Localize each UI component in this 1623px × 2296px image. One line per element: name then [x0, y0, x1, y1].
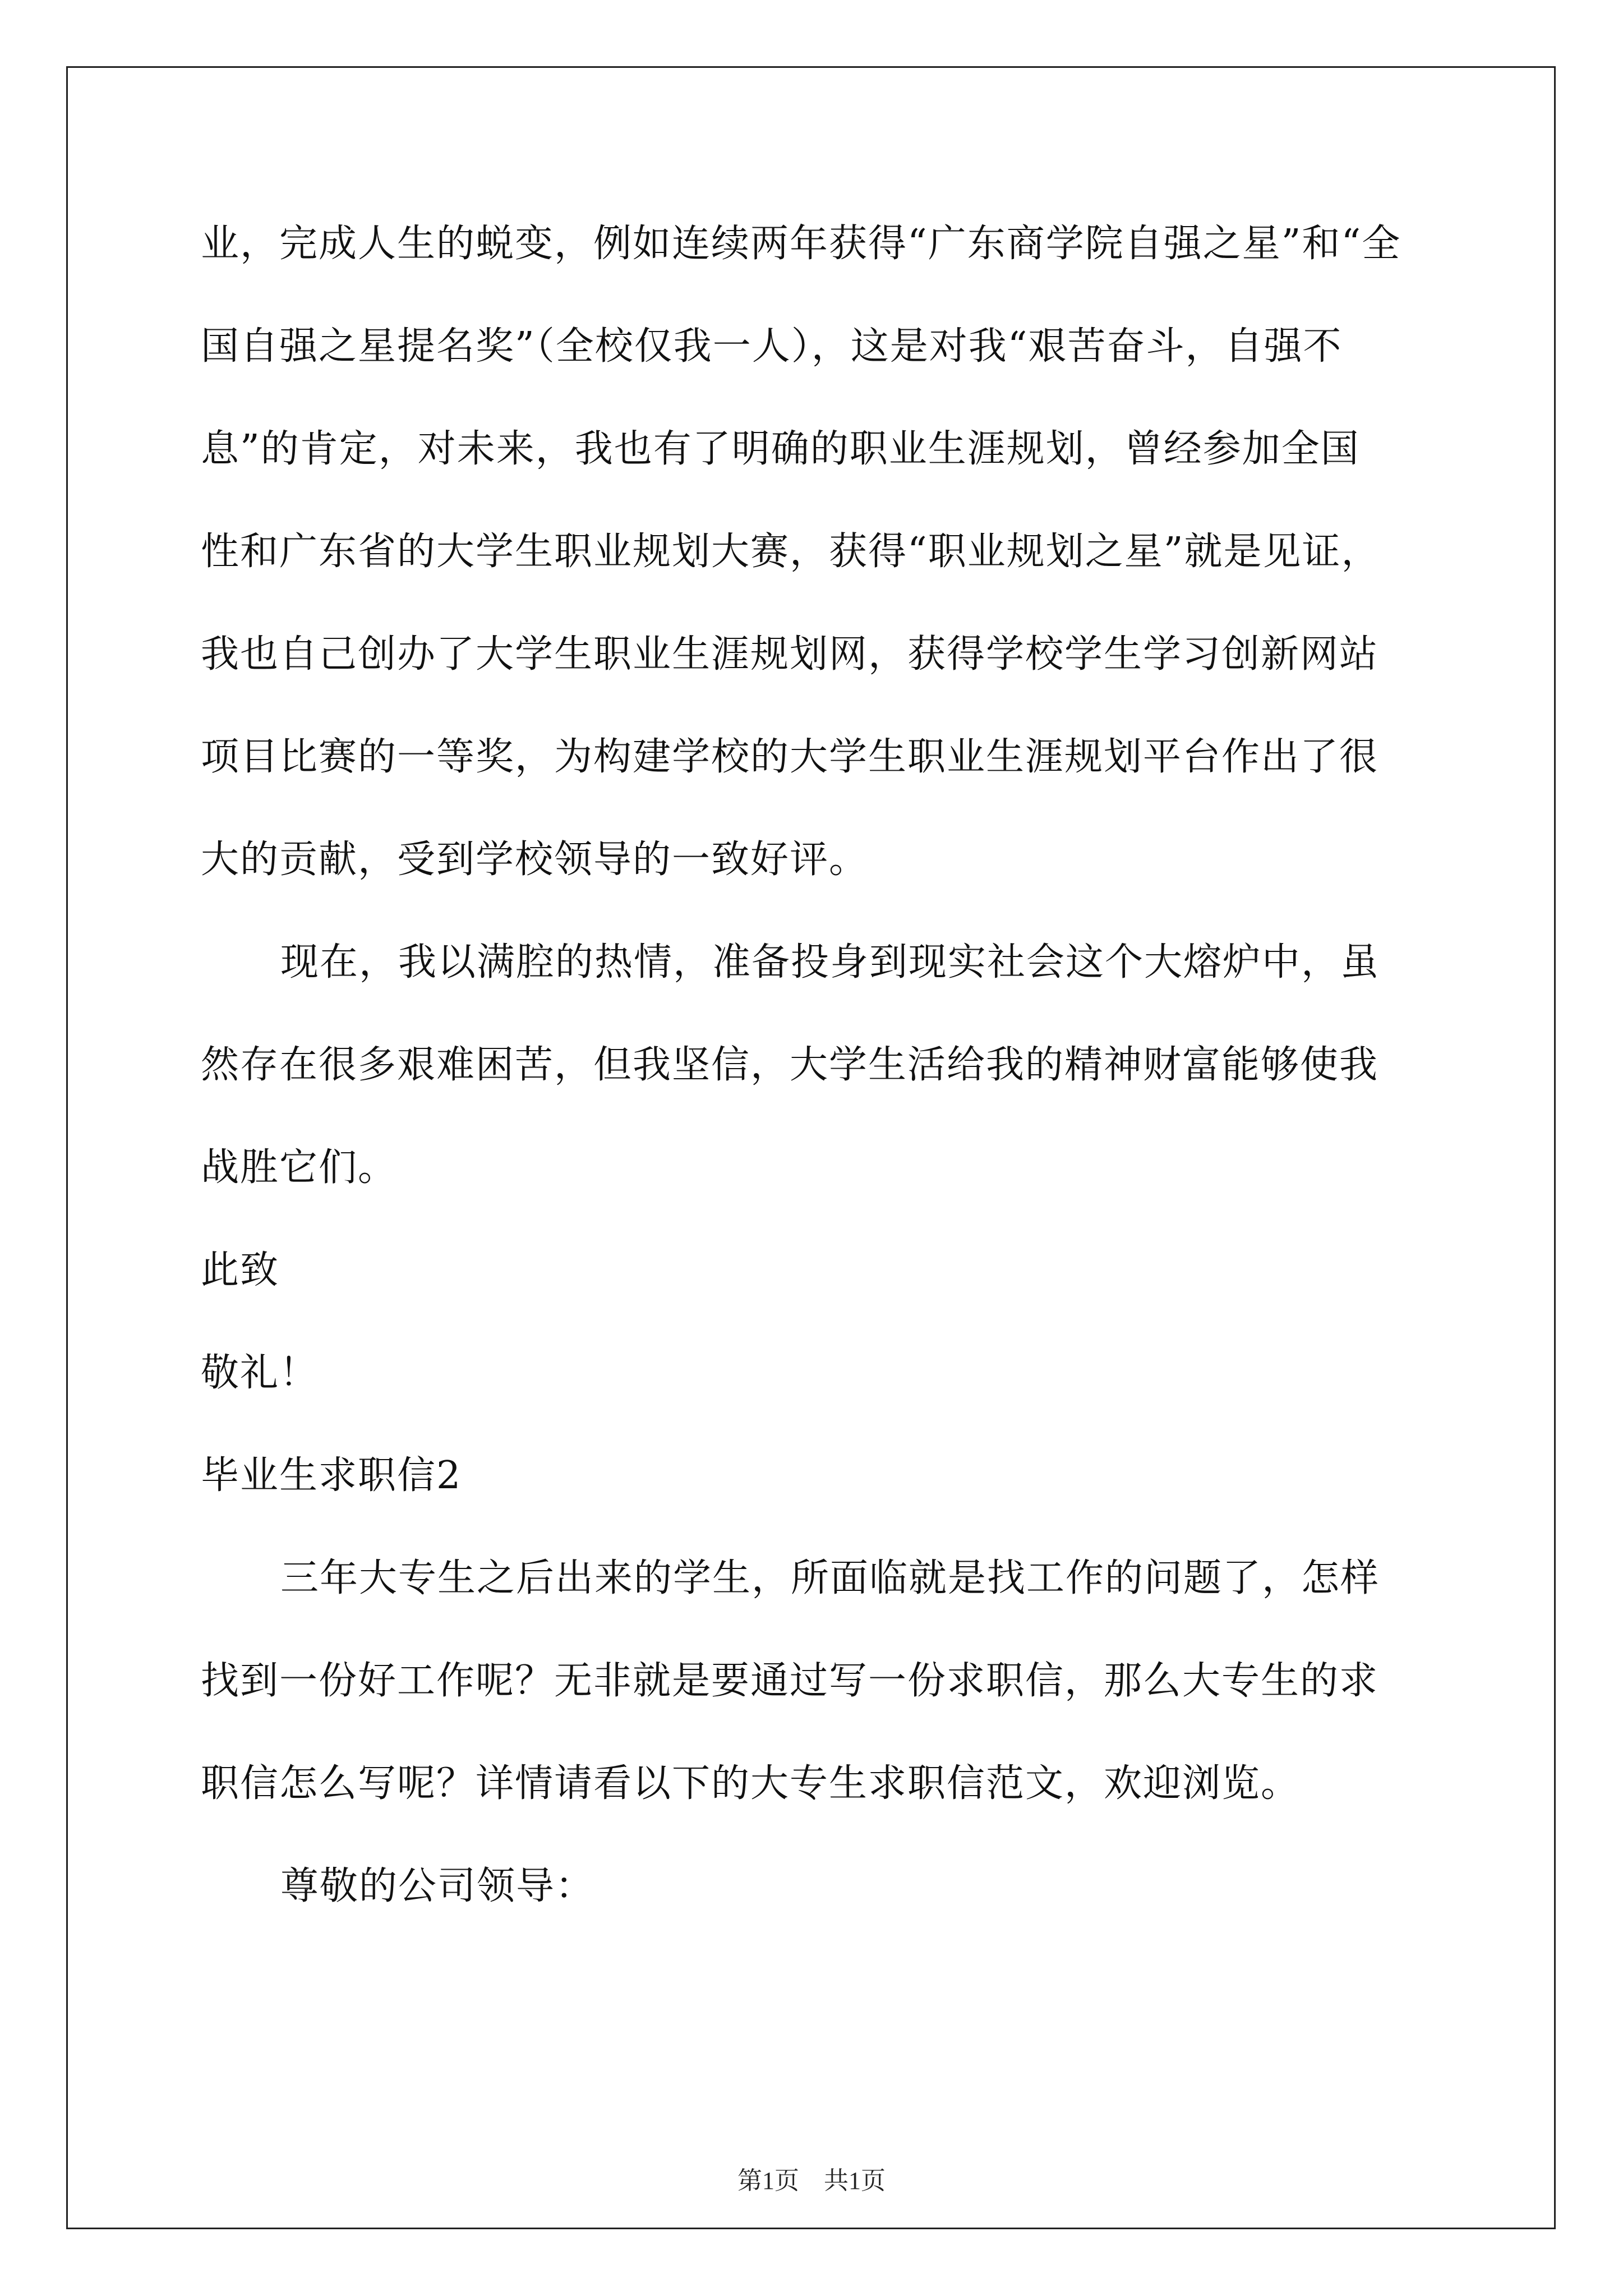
- text-line: 我也自己创办了大学生职业生涯规划网，获得学校学生学习创新网站: [201, 632, 1379, 677]
- text-line: 性和广东省的大学生职业规划大赛，获得“职业规划之星”就是见证，: [201, 530, 1381, 574]
- closing-regards: 敬礼！: [201, 1351, 319, 1395]
- text-line: 大的贡献，受到学校领导的一致好评。: [201, 838, 869, 882]
- paragraph-start: 三年大专生之后出来的学生，所面临就是找工作的问题了，怎样: [280, 1556, 1380, 1600]
- section-heading: 毕业生求职信2: [201, 1453, 462, 1498]
- paragraph-start: 现在，我以满腔的热情，准备投身到现实社会这个大熔炉中，虽: [280, 940, 1380, 984]
- text-line: 项目比赛的一等奖，为构建学校的大学生职业生涯规划平台作出了很: [201, 735, 1379, 779]
- page-number: 第1页: [737, 2167, 799, 2194]
- text-line: 业，完成人生的蜕变，例如连续两年获得“广东商学院自强之星”和“全: [201, 222, 1401, 266]
- document-body: [201, 219, 1435, 1964]
- text-line: 然存在很多艰难困苦，但我坚信，大学生活给我的精神财富能够使我: [201, 1043, 1379, 1087]
- text-line: 找到一份好工作呢？无非就是要通过写一份求职信，那么大专生的求: [201, 1659, 1379, 1703]
- page-footer: [0, 2166, 1623, 2196]
- text-line: 战胜它们。: [201, 1145, 398, 1190]
- closing-salutation: 此致: [201, 1248, 280, 1292]
- text-line: 职信怎么写呢？详情请看以下的大专生求职信范文，欢迎浏览。: [201, 1761, 1301, 1806]
- page-total: 共1页: [824, 2167, 886, 2194]
- text-line: 息”的肯定，对未来，我也有了明确的职业生涯规划，曾经参加全国: [201, 427, 1360, 471]
- letter-greeting: 尊敬的公司领导：: [280, 1864, 595, 1908]
- text-line: 国自强之星提名奖”（全校仅我一人），这是对我“艰苦奋斗，自强不: [201, 324, 1343, 369]
